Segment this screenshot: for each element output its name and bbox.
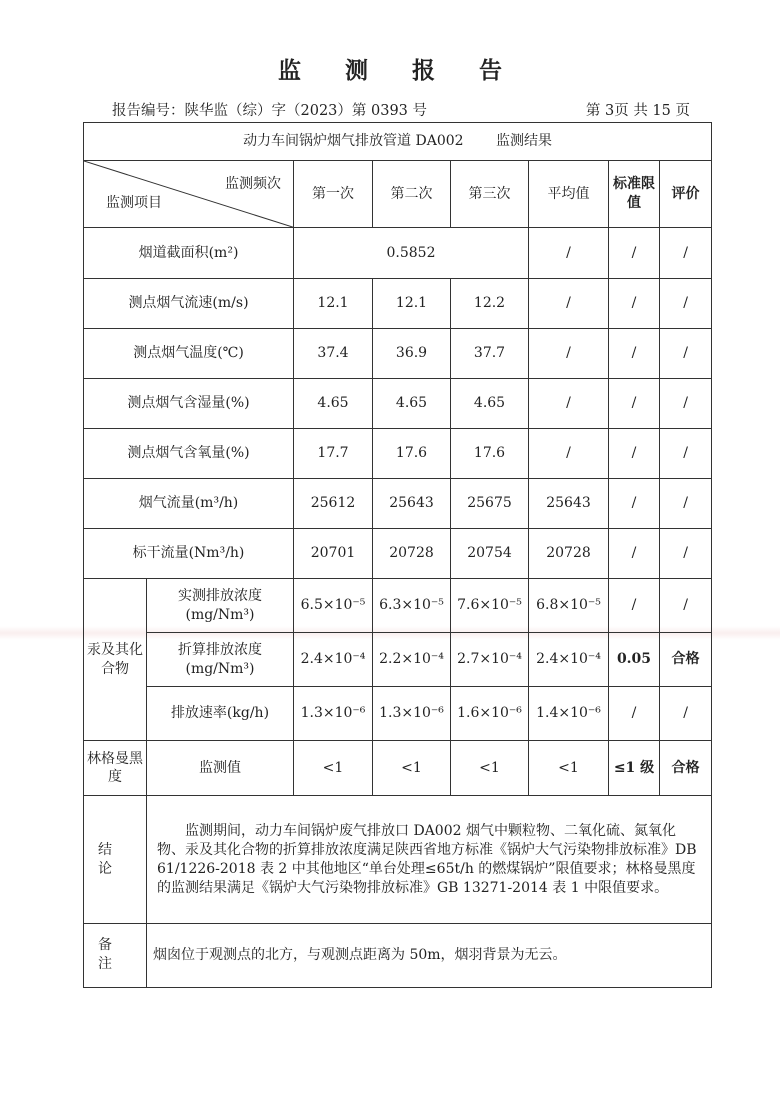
cell-evaluation: 合格 (660, 741, 712, 796)
cell-evaluation: 合格 (660, 633, 712, 687)
cell-standard: 0.05 (609, 633, 660, 687)
remark-label-text: 备 注 (98, 937, 132, 973)
report-meta (112, 99, 690, 121)
header-average: 平均值 (529, 161, 609, 228)
cell-third: 12.2 (451, 279, 529, 329)
cell-first: 17.7 (294, 428, 373, 478)
cell-evaluation: / (660, 687, 712, 741)
table-row (84, 633, 712, 687)
cell-standard: / (609, 329, 660, 378)
cell-average: 25643 (529, 478, 609, 528)
cell-standard: / (609, 228, 660, 279)
cell-evaluation: / (660, 329, 712, 378)
cell-second: 6.3×10⁻⁵ (373, 578, 451, 632)
table-row (84, 687, 712, 741)
remark-text: 烟囱位于观测点的北方，与观测点距离为 50m，烟羽背景为无云。 (147, 923, 712, 987)
cell-first: 20701 (294, 528, 373, 578)
cell-second: <1 (373, 741, 451, 796)
row-item: 折算排放浓度(mg/Nm³) (147, 633, 294, 687)
cell-first: <1 (294, 741, 373, 796)
table-row (84, 378, 712, 428)
cell-evaluation: / (660, 378, 712, 428)
cell-second: 2.2×10⁻⁴ (373, 633, 451, 687)
table-row (84, 228, 712, 279)
row-item: 排放速率(kg/h) (147, 687, 294, 741)
cell-first: 25612 (294, 478, 373, 528)
cell-standard: / (609, 279, 660, 329)
table-caption: 动力车间锅炉烟气排放管道 DA002 监测结果 (84, 123, 712, 161)
cell-evaluation: / (660, 478, 712, 528)
row-item: 烟气流量(m³/h) (84, 478, 294, 528)
cell-second: 1.3×10⁻⁶ (373, 687, 451, 741)
cell-second: 25643 (373, 478, 451, 528)
table-row (84, 428, 712, 478)
cell-third: 25675 (451, 478, 529, 528)
row-item: 测点烟气温度(℃) (84, 329, 294, 378)
cell-second: 4.65 (373, 378, 451, 428)
cell-average: 1.4×10⁻⁶ (529, 687, 609, 741)
cell-standard: / (609, 528, 660, 578)
header-second: 第二次 (373, 161, 451, 228)
table-row (84, 741, 712, 796)
header-item: 监测项目 (106, 195, 162, 212)
conclusion-label-text: 结 论 (98, 841, 132, 877)
cell-average: / (529, 228, 609, 279)
header-third: 第三次 (451, 161, 529, 228)
cell-standard: / (609, 478, 660, 528)
cell-third: 37.7 (451, 329, 529, 378)
row-item: 实测排放浓度(mg/Nm³) (147, 578, 294, 632)
cell-second: 12.1 (373, 279, 451, 329)
cell-evaluation: / (660, 578, 712, 632)
table-row (84, 528, 712, 578)
row-item: 监测值 (147, 741, 294, 796)
cell-first: 12.1 (294, 279, 373, 329)
remark-row (84, 923, 712, 987)
cell-third: 17.6 (451, 428, 529, 478)
row-item: 烟道截面积(m²) (84, 228, 294, 279)
row-item: 标干流量(Nm³/h) (84, 528, 294, 578)
cell-third: 7.6×10⁻⁵ (451, 578, 529, 632)
header-frequency: 监测频次 (225, 176, 281, 193)
row-item: 测点烟气含湿量(%) (84, 378, 294, 428)
cell-standard: / (609, 428, 660, 478)
conclusion-text: 监测期间，动力车间锅炉废气排放口 DA002 烟气中颗粒物、二氧化硫、氮氧化物、汞及其化合物的折算排放浓度满足陕西省地方标准《锅炉大气污染物排放标准》DB 61/1226-2018 表 2 中其他地区“单台处理≤65t/h 的燃煤锅炉”限值要求；林格曼黑度的监测结果满足《锅炉大气污染物排放标准》GB 13271-2014 表 1 中限值要求。 (147, 796, 712, 923)
conclusion-row (84, 796, 712, 923)
cell-second: 17.6 (373, 428, 451, 478)
table-row (84, 279, 712, 329)
page-info: 第 3页 共 15 页 (585, 103, 690, 119)
cell-evaluation: / (660, 528, 712, 578)
cell-third: <1 (451, 741, 529, 796)
conclusion-label (84, 796, 147, 923)
cell-evaluation: / (660, 279, 712, 329)
cell-second: 20728 (373, 528, 451, 578)
remark-label (84, 923, 147, 987)
cell-average: / (529, 378, 609, 428)
header-row (84, 161, 712, 228)
cell-average: / (529, 428, 609, 478)
cell-average: / (529, 329, 609, 378)
cell-third: 4.65 (451, 378, 529, 428)
report-number: 报告编号：陕华监（综）字（2023）第 0393 号 (112, 103, 428, 119)
cell-average: 2.4×10⁻⁴ (529, 633, 609, 687)
cell-first: 6.5×10⁻⁵ (294, 578, 373, 632)
cell-standard: / (609, 687, 660, 741)
cell-merged-value: 0.5852 (294, 228, 529, 279)
header-evaluation: 评价 (660, 161, 712, 228)
cell-average: / (529, 279, 609, 329)
cell-first: 2.4×10⁻⁴ (294, 633, 373, 687)
monitoring-results-table (83, 122, 712, 988)
cell-standard: / (609, 578, 660, 632)
cell-evaluation: / (660, 428, 712, 478)
cell-first: 4.65 (294, 378, 373, 428)
cell-second: 36.9 (373, 329, 451, 378)
table-row (84, 478, 712, 528)
cell-third: 2.7×10⁻⁴ (451, 633, 529, 687)
cell-average: <1 (529, 741, 609, 796)
caption-row (84, 123, 712, 161)
diagonal-header-cell (84, 161, 294, 228)
cell-first: 37.4 (294, 329, 373, 378)
cell-average: 20728 (529, 528, 609, 578)
cell-standard: / (609, 378, 660, 428)
cell-standard: ≤1 级 (609, 741, 660, 796)
cell-third: 1.6×10⁻⁶ (451, 687, 529, 741)
cell-first: 1.3×10⁻⁶ (294, 687, 373, 741)
cell-average: 6.8×10⁻⁵ (529, 578, 609, 632)
table-row (84, 329, 712, 378)
row-item: 测点烟气含氧量(%) (84, 428, 294, 478)
ringelmann-group-label: 林格曼黑度 (84, 741, 147, 796)
cell-third: 20754 (451, 528, 529, 578)
row-item: 测点烟气流速(m/s) (84, 279, 294, 329)
report-title: 监 测 报 告 (277, 57, 521, 84)
header-first: 第一次 (294, 161, 373, 228)
header-standard-limit: 标准限值 (609, 161, 660, 228)
cell-evaluation: / (660, 228, 712, 279)
table-row (84, 578, 712, 632)
mercury-group-label: 汞及其化合物 (84, 578, 147, 740)
